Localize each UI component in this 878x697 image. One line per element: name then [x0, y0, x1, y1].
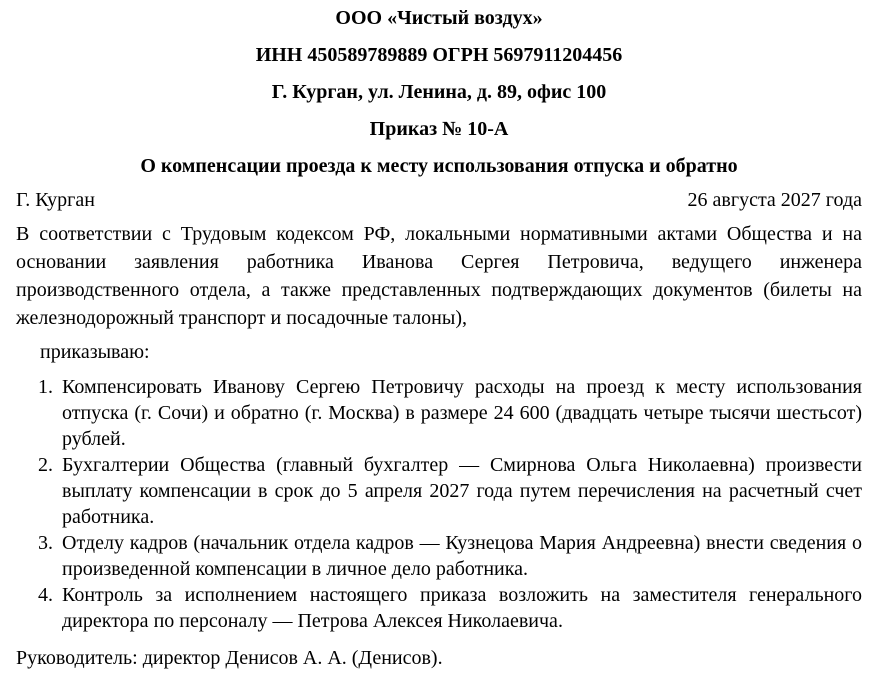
signature-line: Руководитель: директор Денисов А. А. (Денисов).: [16, 647, 443, 669]
order-city: Г. Курган: [16, 189, 95, 211]
place-date-row: [16, 185, 862, 215]
company-ids: ИНН 450589789889 ОГРН 5697911204456: [255, 44, 623, 66]
order-item-number: 1.: [38, 376, 53, 398]
order-item: [38, 582, 862, 634]
order-item: [38, 452, 862, 530]
order-item-text: Компенсировать Иванову Сергею Петровичу расходы на проезд к месту использования отпуска (г. Сочи) и обратно (г. Москва) в размере 24 600 (двадцать четыре тысячи шестьсот) рублей.: [62, 376, 862, 450]
order-subject: О компенсации проезда к месту использования отпуска и обратно: [140, 155, 738, 177]
company-name: ООО «Чистый воздух»: [335, 7, 543, 29]
order-number: Приказ № 10-А: [369, 118, 509, 140]
order-word: приказываю:: [40, 341, 150, 363]
order-date: 26 августа 2027 года: [687, 189, 862, 211]
order-item-number: 2.: [38, 454, 53, 476]
company-address: Г. Курган, ул. Ленина, д. 89, офис 100: [271, 81, 607, 103]
order-item-text: Отделу кадров (начальник отдела кадров — Кузнецова Мария Андреевна) внести сведения о произведенной компенсации в личное дело работника.: [62, 532, 862, 580]
order-item: [38, 530, 862, 582]
order-item-number: 4.: [38, 584, 53, 606]
order-item-text: Бухгалтерии Общества (главный бухгалтер — Смирнова Ольга Николаевна) произвести выплату компенсации в срок до 5 апреля 2027 года путем перечисления на расчетный счет работника.: [62, 454, 862, 528]
order-items-list: [16, 374, 862, 634]
order-item-text: Контроль за исполнением настоящего приказа возложить на заместителя генерального директора по персоналу — Петрова Алексея Николаевича.: [62, 584, 862, 632]
order-item: [38, 374, 862, 452]
order-item-number: 3.: [38, 532, 53, 554]
preamble-paragraph: В соответствии с Трудовым кодексом РФ, локальными нормативными актами Общества и на основании заявления работника Иванова Сергея Петровича, ведущего инженера производственного отдела, а также представленных подтверждающих документов (билеты на железнодорожный транспорт и посадочные талоны),: [16, 223, 862, 329]
